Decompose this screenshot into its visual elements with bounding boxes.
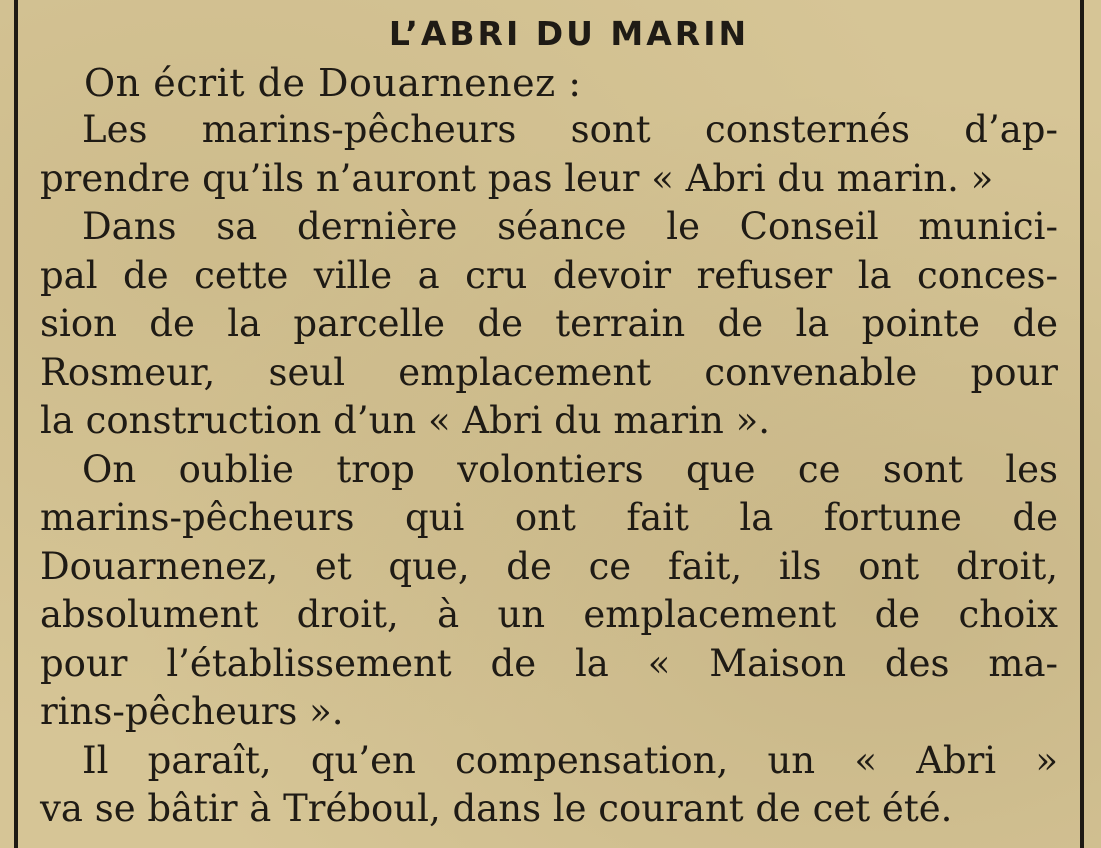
paragraph-line: Rosmeur, seul emplacement convenable pour (40, 350, 1058, 394)
paragraph-1 (40, 106, 1058, 203)
article-column (40, 10, 1058, 834)
article-intro: On écrit de Douarnenez : (84, 61, 582, 105)
paragraph-line: rins-pêcheurs ». (40, 690, 344, 733)
paragraph-line: On oublie trop volontiers que ce sont les (82, 447, 1058, 491)
paragraph-line: pour l’établissement de la « Maison des ma- (40, 641, 1058, 685)
paragraph-line: pal de cette ville a cru devoir refuser la conces- (40, 253, 1058, 297)
paragraph-line: absolument droit, à un emplacement de choix (40, 593, 1058, 636)
paragraph-line: Il paraît, qu’en compensation, un « Abri » (82, 738, 1058, 782)
column-rule-right (1080, 0, 1084, 848)
paragraph-line: prendre qu’ils n’auront pas leur « Abri du marin. » (40, 156, 994, 200)
paragraph-line: marins-pêcheurs qui ont fait la fortune de (40, 496, 1058, 539)
paragraph-line: Douarnenez, et que, de ce fait, ils ont droit, (40, 544, 1058, 588)
paragraph-4 (40, 737, 1058, 834)
paragraph-line: sion de la parcelle de terrain de la pointe de (40, 302, 1058, 345)
paragraph-line: Les marins-pêcheurs sont consternés d’ap- (82, 108, 1058, 151)
paragraph-2 (40, 203, 1058, 446)
column-rule-left (14, 0, 18, 848)
paragraph-line: la construction d’un « Abri du marin ». (40, 399, 771, 442)
paragraph-line: Dans sa dernière séance le Conseil munici- (82, 205, 1058, 248)
paragraph-line: va se bâtir à Tréboul, dans le courant de cet été. (40, 787, 953, 830)
article-headline: L’ABRI DU MARIN (388, 14, 750, 53)
paragraph-3 (40, 446, 1058, 737)
